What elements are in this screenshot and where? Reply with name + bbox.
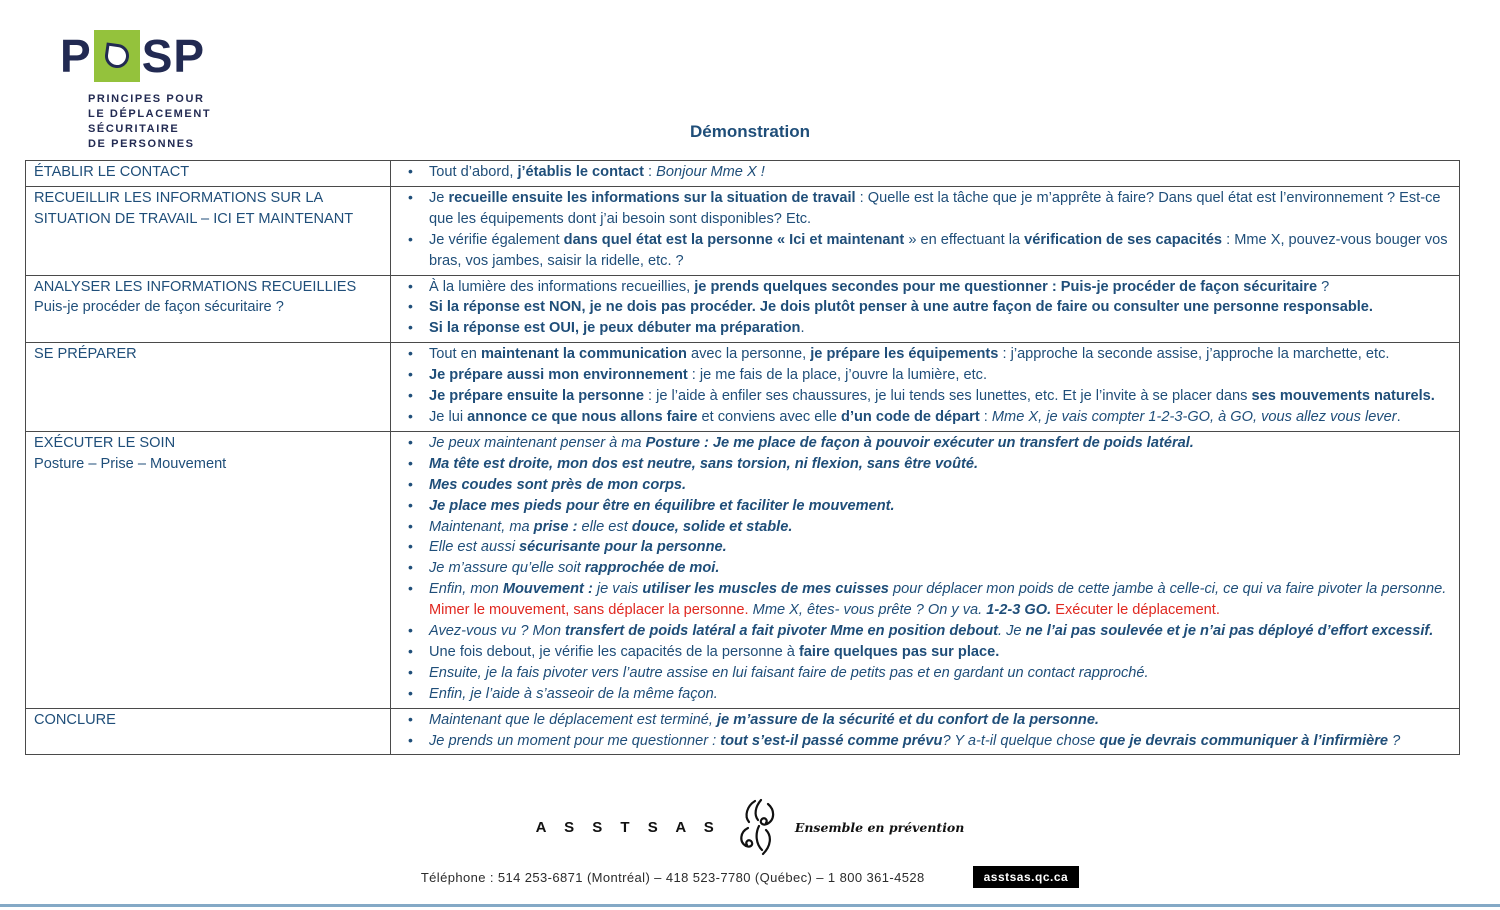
bullet-icon: •: [408, 710, 413, 727]
bullet-icon: •: [408, 559, 413, 576]
text-run: :: [643, 164, 657, 180]
text-run: À la lumière des informations recueillies,: [429, 278, 695, 295]
text-run: Je peux maintenant penser à ma: [429, 434, 646, 451]
row-header-line: SITUATION DE TRAVAIL – ICI ET MAINTENANT: [34, 210, 354, 227]
text-run: : je me fais de la place, j’ouvre la lumière, etc.: [687, 367, 988, 384]
bullet-item: [406, 642, 1451, 663]
row-content: [391, 161, 1460, 187]
footer-brand: [0, 798, 1500, 856]
bullet-icon: •: [408, 345, 413, 362]
bullet-icon: •: [408, 622, 413, 639]
text-run: je prépare les équipements: [810, 346, 999, 363]
text-run: .: [800, 320, 805, 337]
logo-letter-p1: P: [60, 30, 92, 82]
bullet-icon: •: [408, 407, 413, 424]
row-content: [391, 275, 1460, 343]
demo-table-body: [26, 161, 1460, 755]
bullet-icon: •: [408, 163, 413, 179]
phone-line: Téléphone : 514 253-6871 (Montréal) – 418 523-7780 (Québec) – 1 800 361-4528: [420, 869, 925, 885]
asstsas-swirl-icon: [735, 798, 781, 856]
bullet-icon: •: [408, 277, 413, 294]
bullet-icon: •: [408, 230, 413, 247]
website-badge[interactable]: asstsas.qc.ca: [973, 866, 1080, 888]
text-run: Posture : Je me place de façon à pouvoir exécuter un transfert de poids latéral.: [645, 434, 1194, 451]
bullet-item: [406, 344, 1451, 365]
bullet-icon: •: [408, 642, 413, 659]
text-run: . Je: [998, 623, 1026, 640]
text-run: Je: [429, 189, 449, 206]
text-run: ? Y a-t-il quelque chose: [942, 732, 1100, 749]
logo-letter-s: S: [141, 30, 174, 82]
row-header: [26, 431, 391, 708]
table-row: [26, 431, 1460, 708]
text-run: vérification de ses capacités: [1024, 231, 1223, 248]
bullet-item: [406, 454, 1451, 475]
text-run: Mes coudes sont près de mon corps.: [429, 476, 687, 493]
row-header-line: ANALYSER LES INFORMATIONS RECUEILLIES: [34, 278, 357, 295]
text-run: transfert de poids latéral a fait pivoter Mme en position debout: [565, 623, 999, 640]
bullet-list: [406, 710, 1451, 752]
text-run: Je place mes pieds pour être en équilibre et faciliter le mouvement.: [429, 497, 895, 514]
table-row: [26, 161, 1460, 187]
text-run: d’un code de départ: [841, 408, 980, 425]
row-content: [391, 186, 1460, 275]
bullet-item: [406, 731, 1451, 752]
text-run: » en effectuant la: [904, 231, 1025, 248]
text-run: : Quelle est la tâche que je m’apprête à faire? Dans quel état est l’environnement ? Est-ce que les équipements dont j’ai besoin sont disponibles? Etc.: [429, 189, 1441, 227]
bullet-icon: •: [408, 433, 413, 450]
text-run: : j’approche la seconde assise, j’approche la marchette, etc.: [998, 346, 1390, 363]
bullet-icon: •: [408, 538, 413, 555]
text-run: Tout d’abord,: [429, 164, 518, 180]
footer-contact: [0, 866, 1500, 888]
row-content: [391, 343, 1460, 432]
bullet-icon: •: [408, 580, 413, 597]
bullet-list: [406, 433, 1451, 705]
text-run: Ensuite, je la fais pivoter vers l’autre assise en lui faisant faire de petits pas et en gardant un contact rapproché.: [429, 664, 1149, 681]
text-run: .: [1396, 408, 1401, 425]
bullet-list: [406, 344, 1451, 428]
table-row: [26, 186, 1460, 275]
logo-tagline-line: SÉCURITAIRE: [88, 123, 180, 135]
text-run: je prends quelques secondes pour me questionner : Puis-je procéder de façon sécuritaire: [694, 278, 1318, 295]
text-run: Maintenant, ma: [429, 518, 534, 535]
text-run: annonce ce que nous allons faire: [467, 408, 698, 425]
row-content: [391, 431, 1460, 708]
row-header-line: RECUEILLIR LES INFORMATIONS SUR LA: [34, 189, 324, 206]
text-run: pour déplacer mon poids de cette jambe à celle-ci, ce qui va faire pivoter la personne.: [888, 581, 1447, 598]
text-run: Si la réponse est NON, je ne dois pas procéder. Je dois plutôt penser à une autre façon de faire ou consulter une personne responsable.: [429, 299, 1373, 316]
bullet-list: [406, 162, 1451, 183]
bullet-item: [406, 579, 1451, 621]
bullet-list: [406, 188, 1451, 272]
bullet-item: [406, 537, 1451, 558]
bullet-item: [406, 365, 1451, 386]
text-run: 1-2-3 GO.: [986, 602, 1052, 619]
text-run: : je l’aide à enfiler ses chaussures, je lui tends ses lunettes, etc. Et je l’invite à se placer dans: [643, 388, 1252, 405]
text-run: ?: [1317, 278, 1330, 295]
text-run: : Mme X, pouvez-vous bouger vos bras, vos jambes, saisir la ridelle, etc. ?: [429, 231, 1448, 269]
text-run: et conviens avec elle: [697, 408, 842, 425]
bullet-item: [406, 318, 1451, 339]
text-run: ses mouvements naturels.: [1251, 388, 1435, 405]
asstsas-wordmark: A S S T S A S: [535, 818, 721, 836]
row-content: [391, 708, 1460, 755]
text-run: Enfin, mon: [429, 581, 503, 598]
bullet-icon: •: [408, 387, 413, 404]
bullet-item: [406, 433, 1451, 454]
bullet-item: [406, 407, 1451, 428]
row-header-line: EXÉCUTER LE SOIN: [34, 434, 176, 451]
bullet-icon: •: [408, 684, 413, 701]
bullet-item: [406, 386, 1451, 407]
bullet-item: [406, 162, 1451, 183]
text-run: elle est: [577, 518, 632, 535]
logo-tagline-line: DE PERSONNES: [88, 138, 195, 150]
text-run: Je prépare aussi mon environnement: [429, 367, 688, 384]
bullet-icon: •: [408, 319, 413, 336]
text-run: maintenant la communication: [480, 346, 687, 363]
page-title: Démonstration: [690, 122, 810, 141]
text-run: :: [979, 408, 992, 425]
text-run: Avez-vous vu ? Mon: [429, 623, 566, 640]
bullet-item: [406, 710, 1451, 731]
text-run: ne l’ai pas soulevée et je n’ai pas déployé d’effort excessif.: [1025, 623, 1434, 640]
table-row: [26, 275, 1460, 343]
row-header-line: Puis-je procéder de façon sécuritaire ?: [34, 299, 284, 316]
text-run: utiliser les muscles de mes cuisses: [642, 581, 889, 598]
bullet-item: [406, 684, 1451, 705]
bullet-icon: •: [408, 663, 413, 680]
text-run: que je devrais communiquer à l’infirmière: [1099, 732, 1389, 749]
logo-tagline-line: LE DÉPLACEMENT: [88, 108, 212, 120]
text-run: ?: [1388, 732, 1401, 749]
text-run: Je lui: [429, 408, 468, 425]
footer-slogan: Ensemble en prévention: [794, 819, 965, 835]
bullet-item: [406, 230, 1451, 272]
text-run: rapprochée de moi.: [584, 560, 720, 577]
row-header: [26, 708, 391, 755]
table-row: [26, 343, 1460, 432]
bullet-icon: •: [408, 517, 413, 534]
logo-tagline-line: PRINCIPES POUR: [88, 93, 205, 105]
bullet-icon: •: [408, 298, 413, 315]
text-run: douce, solide et stable.: [631, 518, 793, 535]
text-run: je vais: [592, 581, 643, 598]
bullet-item: [406, 663, 1451, 684]
bullet-item: [406, 621, 1451, 642]
text-run: Mimer le mouvement, sans déplacer la personne.: [429, 602, 749, 619]
bullet-item: [406, 558, 1451, 579]
text-run: Mme X, je vais compter 1-2-3-GO, à GO, vous allez vous lever: [991, 408, 1397, 425]
table-row: [26, 708, 1460, 755]
bullet-item: [406, 277, 1451, 298]
text-run: Je prends un moment pour me questionner :: [429, 732, 721, 749]
text-run: Si la réponse est OUI, je peux débuter ma préparation: [429, 320, 801, 337]
row-header: [26, 275, 391, 343]
text-run: j’établis le contact: [517, 164, 644, 180]
bullet-item: [406, 517, 1451, 538]
bullet-icon: •: [408, 454, 413, 471]
bullet-icon: •: [408, 731, 413, 748]
text-run: Je m’assure qu’elle soit: [429, 560, 585, 577]
text-run: dans quel état est la personne « Ici et maintenant: [563, 231, 905, 248]
text-run: avec la personne,: [686, 346, 811, 363]
bullet-item: [406, 188, 1451, 230]
bullet-item: [406, 475, 1451, 496]
bullet-icon: •: [408, 366, 413, 383]
text-run: Maintenant que le déplacement est terminé,: [429, 711, 717, 728]
text-run: Elle est aussi: [429, 539, 520, 556]
bullet-icon: •: [408, 475, 413, 492]
bottom-divider: [0, 904, 1500, 907]
text-run: Tout en: [429, 346, 481, 363]
row-header-line: ÉTABLIR LE CONTACT: [34, 164, 190, 180]
bullet-item: [406, 496, 1451, 517]
droplet-icon: [103, 42, 130, 69]
text-run: Ma tête est droite, mon dos est neutre, sans torsion, ni flexion, sans être voûté.: [429, 455, 979, 472]
text-run: prise :: [533, 518, 578, 535]
pdsp-acronym: [60, 30, 211, 82]
row-header: [26, 186, 391, 275]
row-header-line: SE PRÉPARER: [34, 346, 137, 363]
text-run: Je prépare ensuite la personne: [429, 388, 644, 405]
text-run: recueille ensuite les informations sur la situation de travail: [448, 189, 856, 206]
row-header-line: CONCLURE: [34, 711, 116, 728]
bullet-icon: •: [408, 496, 413, 513]
row-header: [26, 161, 391, 187]
text-run: tout s’est-il passé comme prévu: [720, 732, 943, 749]
row-header-line: Posture – Prise – Mouvement: [34, 455, 227, 472]
text-run: Bonjour Mme X !: [656, 164, 765, 180]
text-run: Enfin, je l’aide à s’asseoir de la même façon.: [429, 685, 718, 702]
text-run: Mme X, êtes- vous prête ? On y va.: [752, 602, 983, 619]
demonstration-table: [25, 160, 1460, 755]
text-run: je m’assure de la sécurité et du confort de la personne.: [717, 711, 1099, 728]
text-run: Je vérifie également: [429, 231, 564, 248]
bullet-icon: •: [408, 188, 413, 205]
logo-letter-p2: P: [173, 30, 206, 82]
text-run: Mouvement :: [502, 581, 593, 598]
bullet-item: [406, 297, 1451, 318]
text-run: faire quelques pas sur place.: [798, 643, 1000, 660]
row-header: [26, 343, 391, 432]
bullet-list: [406, 277, 1451, 340]
text-run: Exécuter le déplacement.: [1055, 602, 1220, 619]
logo-green-square: [94, 30, 140, 82]
text-run: sécurisante pour la personne.: [519, 539, 727, 556]
text-run: Une fois debout, je vérifie les capacités de la personne à: [429, 643, 799, 660]
